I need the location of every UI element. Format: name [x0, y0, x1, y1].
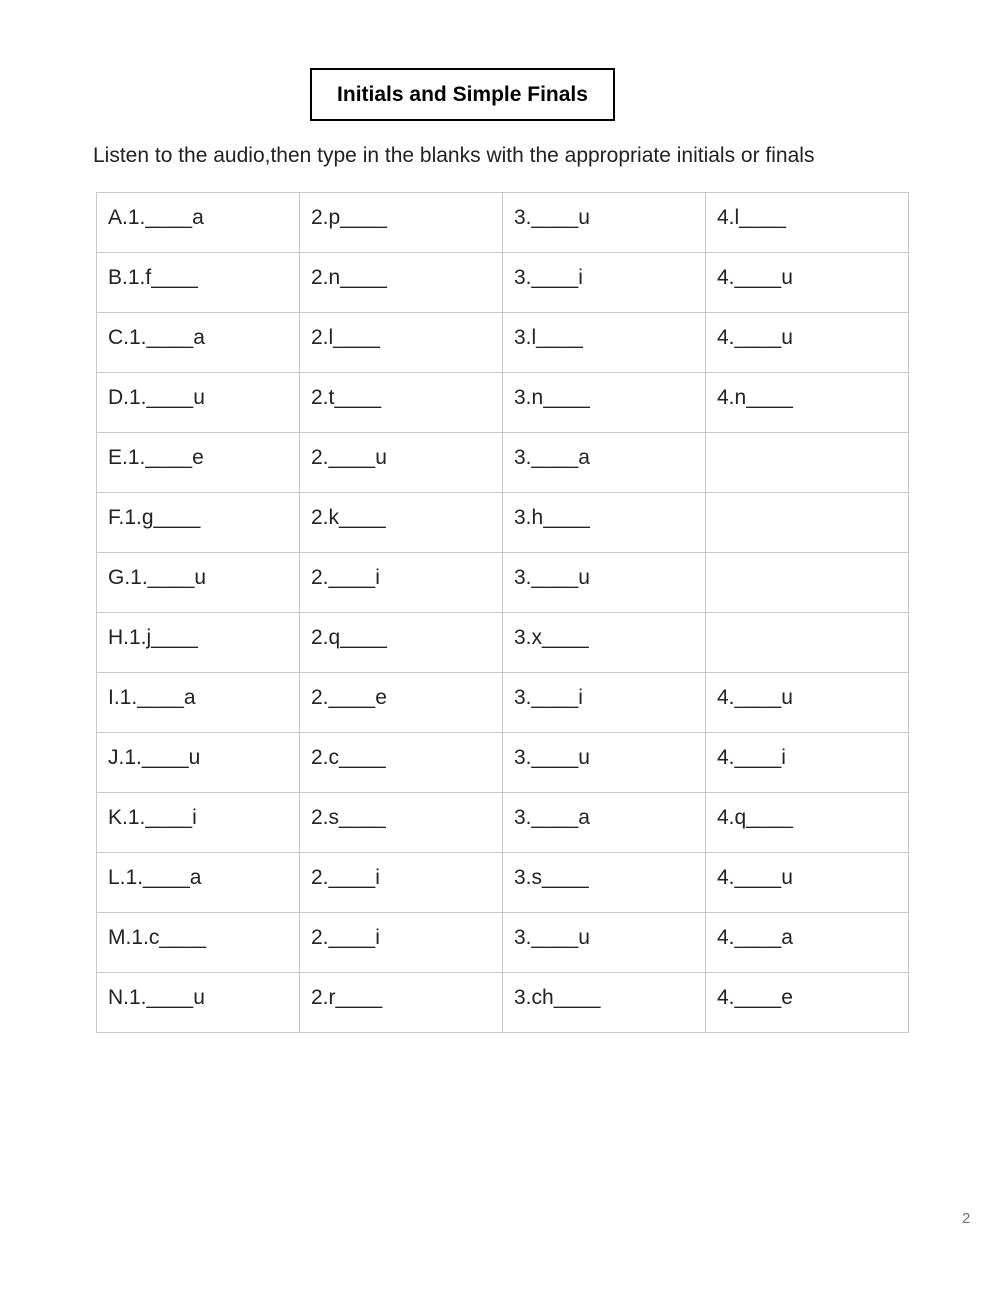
exercise-cell: 3.s____: [503, 853, 706, 913]
exercise-cell: 4.____i: [706, 733, 909, 793]
exercise-cell: 3.ch____: [503, 973, 706, 1033]
exercise-cell: 3.____a: [503, 433, 706, 493]
exercise-cell: 2.____u: [300, 433, 503, 493]
exercise-cell: 3.h____: [503, 493, 706, 553]
table-row: [97, 613, 909, 673]
exercise-cell: I.1.____a: [97, 673, 300, 733]
exercise-cell: [706, 493, 909, 553]
exercise-cell: 3.x____: [503, 613, 706, 673]
exercise-cell: N.1.____u: [97, 973, 300, 1033]
exercise-cell: 2.s____: [300, 793, 503, 853]
exercise-cell: L.1.____a: [97, 853, 300, 913]
exercise-cell: E.1.____e: [97, 433, 300, 493]
exercise-cell: 3.____i: [503, 253, 706, 313]
exercise-cell: 2.t____: [300, 373, 503, 433]
exercise-cell: 4.____a: [706, 913, 909, 973]
exercise-cell: [706, 553, 909, 613]
exercise-cell: 2.____i: [300, 913, 503, 973]
page-title: Initials and Simple Finals: [337, 82, 588, 106]
exercise-cell: 2.n____: [300, 253, 503, 313]
exercise-cell: 3.____i: [503, 673, 706, 733]
title-box: [310, 68, 615, 121]
exercise-cell: F.1.g____: [97, 493, 300, 553]
exercise-cell: 4.____u: [706, 313, 909, 373]
exercise-cell: 3.n____: [503, 373, 706, 433]
exercise-cell: 2.l____: [300, 313, 503, 373]
exercise-cell: 4.____e: [706, 973, 909, 1033]
exercise-cell: 2.r____: [300, 973, 503, 1033]
exercise-cell: 3.____u: [503, 553, 706, 613]
exercise-cell: 2.q____: [300, 613, 503, 673]
exercise-cell: C.1.____a: [97, 313, 300, 373]
exercise-cell: 4.____u: [706, 253, 909, 313]
exercise-cell: 2.____i: [300, 853, 503, 913]
exercise-cell: D.1.____u: [97, 373, 300, 433]
exercise-cell: G.1.____u: [97, 553, 300, 613]
exercise-table: [96, 192, 909, 1033]
exercise-cell: 4.____u: [706, 673, 909, 733]
instructions-text: Listen to the audio,then type in the blanks with the appropriate initials or finals: [93, 144, 815, 167]
table-row: [97, 793, 909, 853]
exercise-cell: K.1.____i: [97, 793, 300, 853]
exercise-cell: A.1.____a: [97, 193, 300, 253]
table-row: [97, 913, 909, 973]
table-row: [97, 373, 909, 433]
exercise-cell: [706, 613, 909, 673]
exercise-cell: M.1.c____: [97, 913, 300, 973]
table-row: [97, 673, 909, 733]
page-number: 2: [962, 1210, 971, 1227]
table-row: [97, 553, 909, 613]
table-row: [97, 853, 909, 913]
table-row: [97, 253, 909, 313]
exercise-cell: 4.____u: [706, 853, 909, 913]
exercise-cell: 4.q____: [706, 793, 909, 853]
exercise-cell: 3.____u: [503, 193, 706, 253]
exercise-cell: [706, 433, 909, 493]
exercise-cell: 3.____u: [503, 733, 706, 793]
exercise-cell: 2.____i: [300, 553, 503, 613]
table-row: [97, 193, 909, 253]
exercise-cell: 4.n____: [706, 373, 909, 433]
table-row: [97, 493, 909, 553]
exercise-cell: 3.l____: [503, 313, 706, 373]
exercise-cell: B.1.f____: [97, 253, 300, 313]
exercise-cell: 4.l____: [706, 193, 909, 253]
exercise-cell: H.1.j____: [97, 613, 300, 673]
exercise-cell: 2.p____: [300, 193, 503, 253]
exercise-cell: 2.c____: [300, 733, 503, 793]
table-row: [97, 973, 909, 1033]
exercise-cell: 2.k____: [300, 493, 503, 553]
table-row: [97, 313, 909, 373]
exercise-table-body: [97, 193, 909, 1033]
table-row: [97, 433, 909, 493]
table-row: [97, 733, 909, 793]
exercise-cell: 2.____e: [300, 673, 503, 733]
exercise-cell: J.1.____u: [97, 733, 300, 793]
exercise-cell: 3.____u: [503, 913, 706, 973]
exercise-cell: 3.____a: [503, 793, 706, 853]
